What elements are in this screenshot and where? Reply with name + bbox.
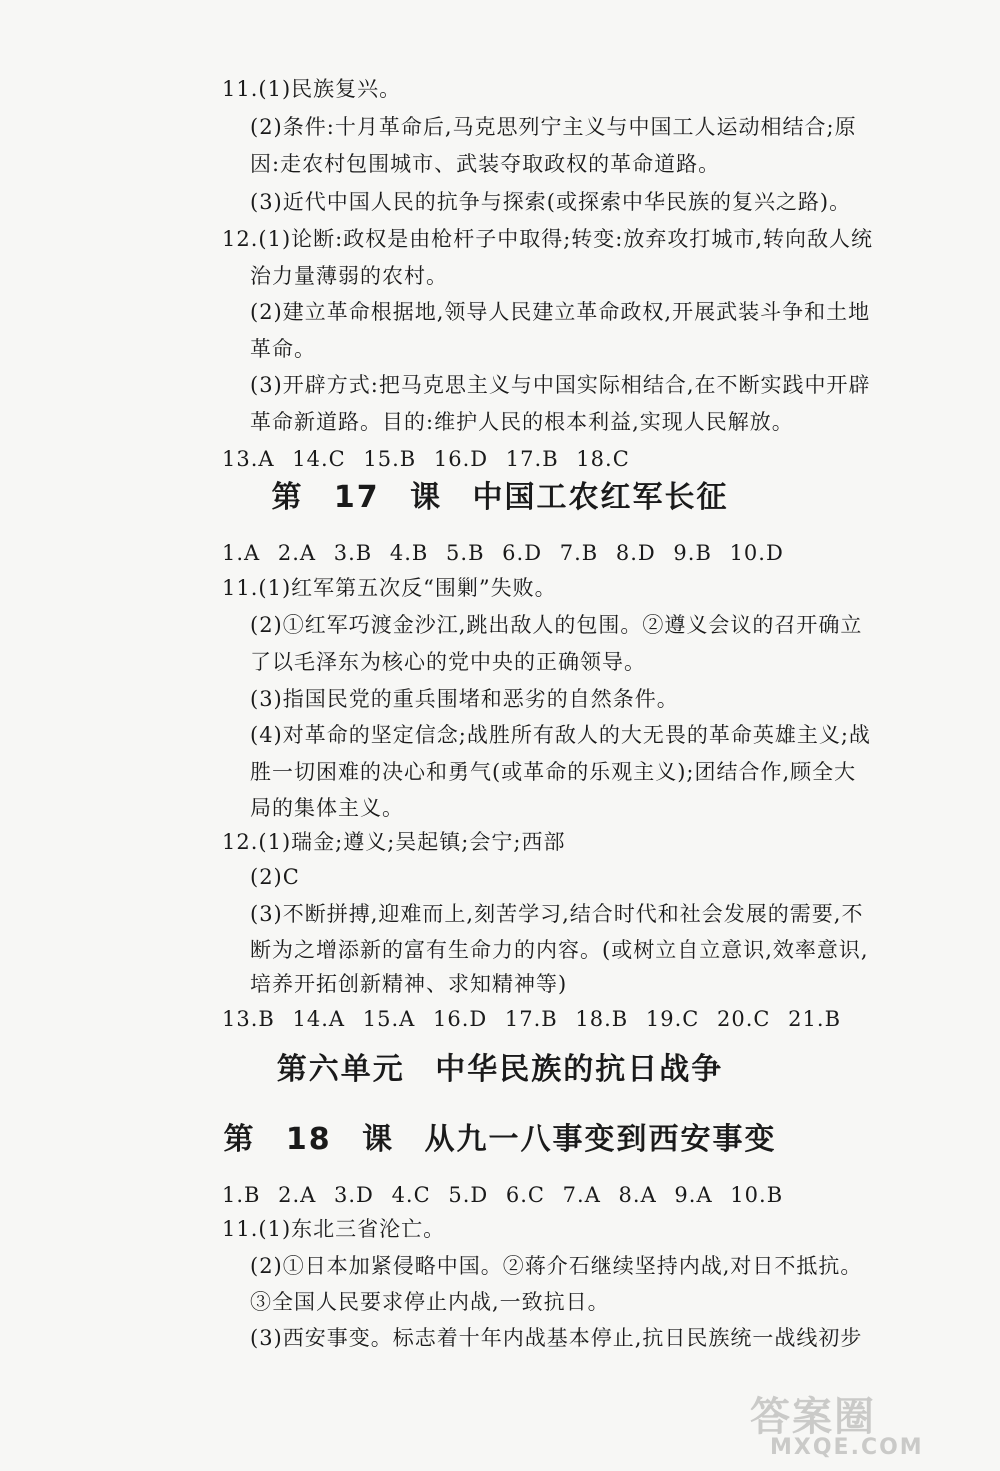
q12-part3-line2: 革命新道路。目的:维护人民的根本利益,实现人民解放。 — [250, 410, 794, 434]
q12-part2-line2: 革命。 — [250, 337, 316, 361]
lesson17-q11-part4-line2: 胜一切困难的决心和勇气(或革命的乐观主义);团结合作,顾全大 — [250, 760, 857, 784]
lesson17-q11-part1: 11.(1)红军第五次反“围剿”失败。 — [222, 576, 557, 600]
q11-part3: (3)近代中国人民的抗争与探索(或探索中华民族的复兴之路)。 — [250, 190, 852, 214]
lesson18-q11-part3-line1: (3)西安事变。标志着十年内战基本停止,抗日民族统一战线初步 — [250, 1326, 863, 1350]
lesson17-q12-part3-line3: 培养开拓创新精神、求知精神等) — [250, 972, 568, 996]
watermark-url: MXQE.COM — [770, 1435, 924, 1460]
q11-part2-line1: (2)条件:十月革命后,马克思列宁主义与中国工人运动相结合;原 — [250, 115, 857, 139]
lesson18-title: 第 18 课 从九一八事变到西安事变 — [223, 1122, 777, 1157]
lesson17-q12-part2: (2)C — [250, 865, 300, 889]
q11-part2-line2: 因:走农村包围城市、武装夺取政权的革命道路。 — [250, 152, 721, 176]
q12-part3-line1: (3)开辟方式:把马克思主义与中国实际相结合,在不断实践中开辟 — [250, 373, 871, 397]
lesson17-q11-part2-line2: 了以毛泽东为核心的党中央的正确领导。 — [250, 650, 646, 674]
lesson18-choice-answers: 1.B 2.A 3.D 4.C 5.D 6.C 7.A 8.A 9.A 10.B — [222, 1183, 784, 1207]
lesson17-q12-part3-line2: 断为之增添新的富有生命力的内容。(或树立自立意识,效率意识, — [250, 938, 869, 962]
lesson17-q11-part2-line1: (2)①红军巧渡金沙江,跳出敌人的包围。②遵义会议的召开确立 — [250, 613, 863, 637]
lesson17-q11-part4-line1: (4)对革命的坚定信念;战胜所有敌人的大无畏的革命英雄主义;战 — [250, 723, 871, 747]
multiple-choice-answers: 13.A 14.C 15.B 16.D 17.B 18.C — [222, 447, 630, 471]
lesson17-q12-part3-line1: (3)不断拼搏,迎难而上,刻苦学习,结合时代和社会发展的需要,不 — [250, 902, 864, 926]
lesson17-title: 第 17 课 中国工农红军长征 — [271, 480, 729, 515]
lesson17-choice-answers-2: 13.B 14.A 15.A 16.D 17.B 18.B 19.C 20.C 21.B — [222, 1007, 842, 1031]
unit6-title: 第六单元 中华民族的抗日战争 — [276, 1052, 724, 1087]
lesson17-q11-part3: (3)指国民党的重兵围堵和恶劣的自然条件。 — [250, 687, 679, 711]
q12-part1-line1: 12.(1)论断:政权是由枪杆子中取得;转变:放弃攻打城市,转向敌人统 — [222, 227, 874, 251]
watermark-logo — [740, 1385, 980, 1465]
lesson18-q11-part1: 11.(1)东北三省沦亡。 — [222, 1217, 446, 1241]
q11-part1: 11.(1)民族复兴。 — [222, 77, 402, 101]
lesson17-q11-part4-line3: 局的集体主义。 — [250, 796, 404, 820]
lesson18-q11-part2-line2: ③全国人民要求停止内战,一致抗日。 — [250, 1290, 610, 1314]
lesson17-choice-answers: 1.A 2.A 3.B 4.B 5.B 6.D 7.B 8.D 9.B 10.D — [222, 541, 784, 565]
q12-part1-line2: 治力量薄弱的农村。 — [250, 264, 448, 288]
watermark-brand: 答案圈 — [750, 1394, 876, 1440]
lesson18-q11-part2-line1: (2)①日本加紧侵略中国。②蒋介石继续坚持内战,对日不抵抗。 — [250, 1254, 863, 1278]
lesson17-q12-part1: 12.(1)瑞金;遵义;吴起镇;会宁;西部 — [222, 830, 566, 854]
q12-part2-line1: (2)建立革命根据地,领导人民建立革命政权,开展武装斗争和土地 — [250, 300, 871, 324]
